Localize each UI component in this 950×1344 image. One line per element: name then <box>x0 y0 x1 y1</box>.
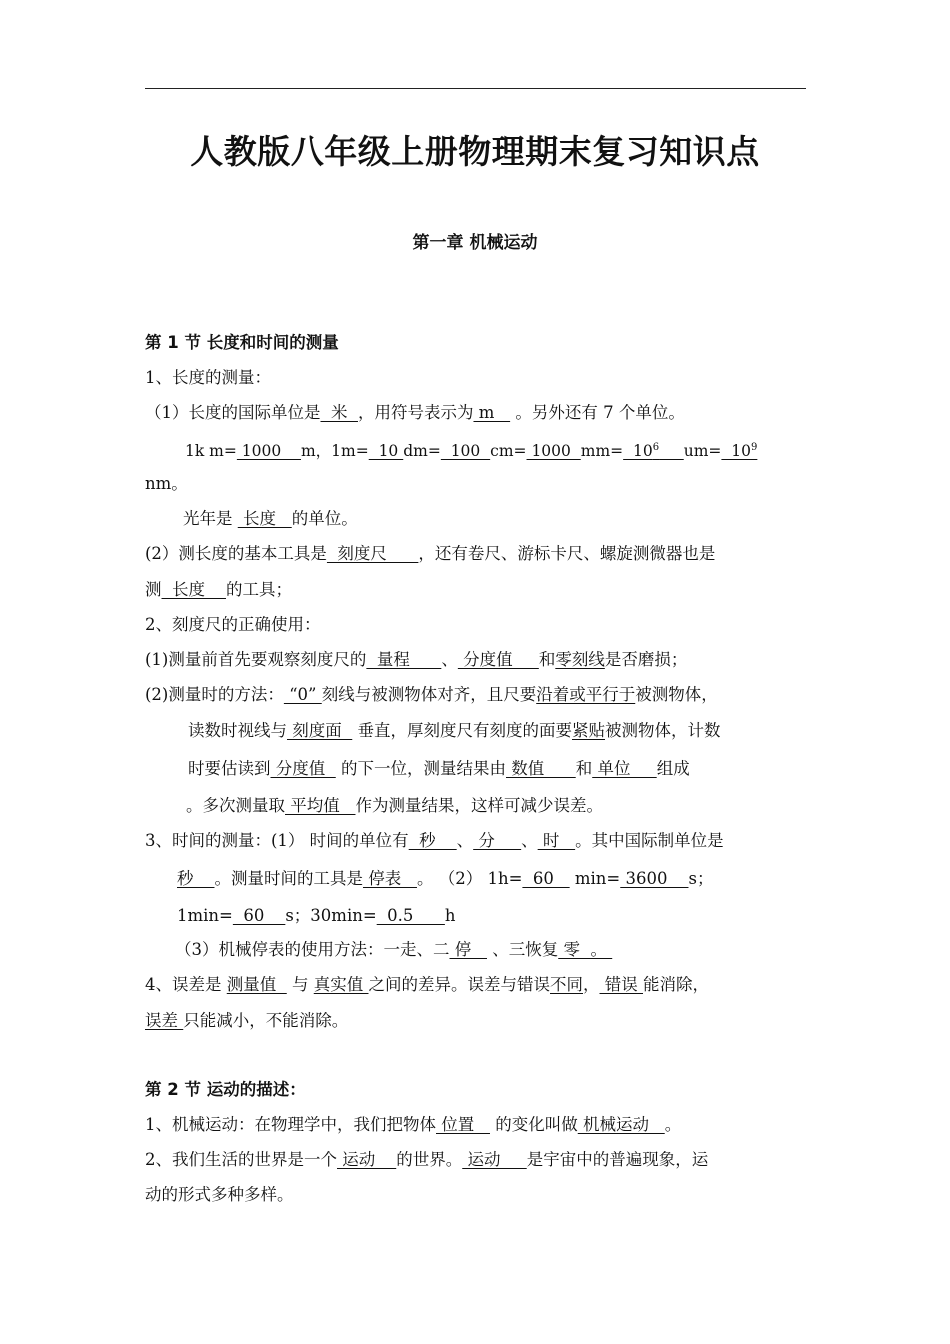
s1-line-9: (1)测量前首先要观察刻度尺的 量程 、 分度值 和零刻线是否磨损； <box>145 650 688 669</box>
blank-answer: 沿着或平行于 <box>536 685 636 704</box>
s2-line-3: 动的形式多种多样。 <box>145 1185 294 1204</box>
blank-answer: 错误 <box>599 975 643 994</box>
blank-answer: 紧贴 <box>572 721 605 740</box>
s1-line-12: 时要估读到 分度值 的下一位，测量结果由 数值 和 单位 组成 <box>188 759 690 778</box>
blank-answer: 秒 <box>408 831 457 850</box>
blank-answer: “0” <box>283 685 322 704</box>
s1-line-7: 测 长度 的工具； <box>145 580 292 599</box>
section-1-heading: 第 1 节 长度和时间的测量 <box>145 333 339 352</box>
s1-line-2: （1）长度的国际单位是 米 ，用符号表示为 m 。另外还有 7 个单位。 <box>145 403 685 422</box>
blank-answer: $10^9$ <box>721 442 758 461</box>
blank-answer: 平均值 <box>285 796 356 815</box>
s1-line-15: 秒 。测量时间的工具是 停表 。 （2） 1h= 60 min= 3600 s； <box>177 869 714 888</box>
s1-line-14: 3、时间的测量：(1） 时间的单位有 秒 、 分 、 时 。其中国际制单位是 <box>145 831 724 850</box>
blank-answer: 米 <box>320 403 358 422</box>
s1-line-5: 光年是 长度 的单位。 <box>183 509 358 528</box>
blank-answer: 运动 <box>337 1150 397 1169</box>
s2-line-2: 2、我们生活的世界是一个 运动 的世界。 运动 是宇宙中的普遍现象，运 <box>145 1150 709 1169</box>
s1-line-4: nm。 <box>145 474 188 493</box>
blank-answer: 1000 <box>526 442 581 461</box>
blank-answer: 分 <box>473 831 522 850</box>
blank-answer: 60 <box>232 906 286 925</box>
document-title: 人教版八年级上册物理期末复习知识点 <box>190 132 760 171</box>
blank-answer: 时 <box>537 831 576 850</box>
blank-answer: 停 <box>449 940 487 959</box>
blank-answer: 60 <box>522 869 570 888</box>
s1-line-18: 4、误差是 测量值 与 真实值 之间的差异。误差与错误不同， 错误 能消除， <box>145 975 709 994</box>
blank-answer: 刻度尺 <box>326 544 419 563</box>
blank-answer: 位置 <box>436 1115 490 1134</box>
s1-line-1: 1、长度的测量： <box>145 368 271 387</box>
s1-line-6: (2）测长度的基本工具是 刻度尺 ，还有卷尺、游标卡尺、螺旋测微器也是 <box>145 544 716 563</box>
blank-answer: 不同 <box>550 975 583 994</box>
blank-answer: 长度 <box>237 509 292 528</box>
blank-answer: 数值 <box>506 759 576 778</box>
blank-answer: 真实值 <box>313 975 369 994</box>
s1-line-8: 2、刻度尺的正确使用： <box>145 615 321 634</box>
section-2-heading: 第 2 节 运动的描述： <box>145 1080 306 1099</box>
s1-line-17: （3）机械停表的使用方法：一走、二 停 、三恢复 零 。 <box>175 940 613 959</box>
blank-answer: 长度 <box>161 580 226 599</box>
blank-answer: 秒 <box>177 869 215 888</box>
blank-answer: 分度值 <box>457 650 539 669</box>
blank-answer: 刻度面 <box>287 721 353 740</box>
header-rule <box>145 88 806 89</box>
s2-line-1: 1、机械运动：在物理学中，我们把物体 位置 的变化叫做 机械运动 。 <box>145 1115 682 1134</box>
blank-answer: 分度值 <box>270 759 336 778</box>
blank-answer: 测量值 <box>226 975 287 994</box>
s1-line-3: 1k m= 1000 m，1m= 10 dm= 100 cm= 1000 $mm= 10^6$ $um= 10^9$ <box>185 442 758 461</box>
blank-answer: 0.5 <box>376 906 445 925</box>
blank-answer: 零刻线 <box>555 650 605 669</box>
blank-answer: 单位 <box>592 759 657 778</box>
blank-answer: 运动 <box>462 1150 527 1169</box>
s1-line-13: 。多次测量取 平均值 作为测量结果，这样可减少误差。 <box>186 796 603 815</box>
s1-line-11: 读数时视线与 刻度面 垂直，厚刻度尺有刻度的面要紧贴被测物体，计数 <box>188 721 721 740</box>
blank-answer: 量程 <box>366 650 442 669</box>
s1-line-10: (2)测量时的方法： “0” 刻线与被测物体对齐，且尺要沿着或平行于被测物体， <box>145 685 718 704</box>
blank-answer: 零 。 <box>558 940 613 959</box>
chapter-heading: 第一章 机械运动 <box>412 233 538 253</box>
blank-answer: $10^6$ <box>623 442 660 461</box>
blank-answer: 3600 <box>620 869 689 888</box>
blank-answer: 机械运动 <box>577 1115 665 1134</box>
blank-answer: 100 <box>440 442 491 461</box>
blank-answer: 10 <box>368 442 404 461</box>
s1-line-16: 1min= 60 s；30min= 0.5 h <box>177 906 456 925</box>
blank-answer: m <box>473 403 511 422</box>
blank-answer: 误差 <box>145 1011 184 1030</box>
s1-line-19: 误差 只能减小，不能消除。 <box>145 1011 349 1030</box>
blank-answer: 1000 <box>236 442 301 461</box>
blank-answer: 停表 <box>362 869 417 888</box>
